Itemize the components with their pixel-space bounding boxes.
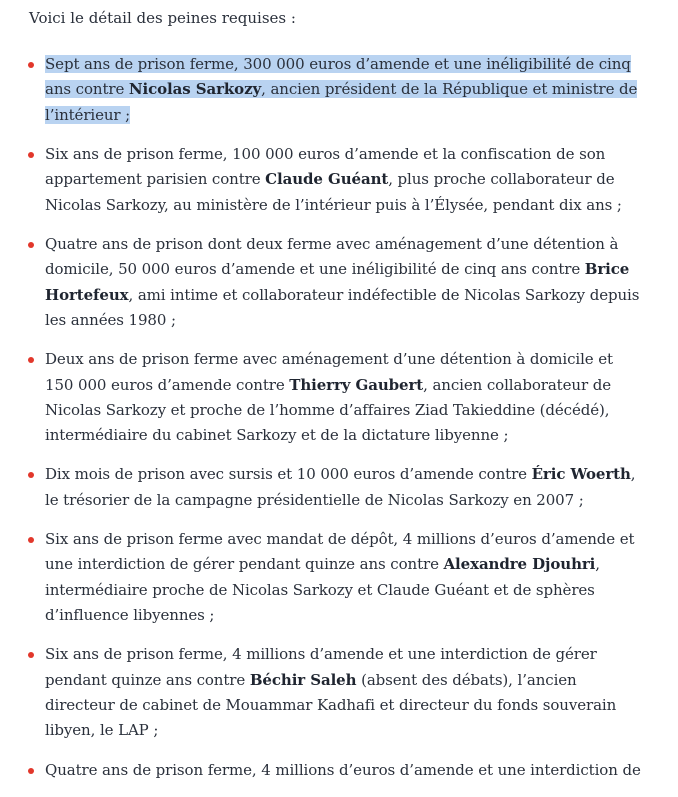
penalty-text: , plus proche collaborateur de Nicolas Sarkozy, au ministère de l’intérieur puis à l’Élysée, pendant dix ans ; (45, 170, 622, 214)
bullet-icon (28, 768, 34, 774)
defendant-name: Nicolas Sarkozy (128, 80, 262, 99)
list-item (0, 52, 645, 128)
list-item (0, 462, 645, 513)
intro-paragraph: Voici le détail des peines requises : (29, 9, 296, 27)
list-item (0, 142, 645, 218)
penalties-list (0, 52, 678, 797)
defendant-name: Thierry Gaubert (289, 375, 424, 394)
penalty-text: , ami intime et collaborateur indéfectible de Nicolas Sarkozy depuis les années 1980 ; (45, 285, 640, 330)
bullet-icon (28, 62, 34, 68)
penalty-text: , ancien président de la République et ministre de l’intérieur ; (45, 80, 638, 124)
penalty-text: Sept ans de prison ferme, 300 000 euros d’amende et une inéligibilité de cinq ans contre (45, 55, 631, 99)
bullet-icon (28, 357, 34, 363)
defendant-name: Brice Hortefeux (45, 260, 630, 304)
list-item (0, 758, 645, 783)
penalty-text: , ancien collaborateur de Nicolas Sarkozy et proche de l’homme d’affaires Ziad Takieddine (décédé), intermédiaire du cabinet Sarkozy et de la dictature libyenne ; (45, 375, 611, 445)
list-item (0, 642, 645, 744)
penalty-text: Quatre ans de prison dont deux ferme avec aménagement d’une détention à domicile, 50 000 euros d’amende et une inéligibilité de cinq ans contre (45, 234, 619, 279)
bullet-icon (28, 537, 34, 543)
penalty-text: , intermédiaire proche de Nicolas Sarkozy et Claude Guéant et de sphères d’influence libyennes ; (45, 555, 600, 625)
selected-text[interactable] (45, 55, 637, 124)
penalty-text: Six ans de prison ferme avec mandat de dépôt, 4 millions d’euros d’amende et une interdiction de gérer pendant quinze ans contre (45, 529, 635, 574)
penalty-text: Quatre ans de prison ferme, 4 millions d’euros d’amende et une interdiction de (45, 760, 641, 779)
penalty-text: Six ans de prison ferme, 100 000 euros d’amende et la confiscation de son appartement parisien contre (45, 144, 606, 189)
bullet-icon (28, 152, 34, 158)
penalty-text: (absent des débats), l’ancien directeur de cabinet de Mouammar Kadhafi et directeur du fonds souverain libyen, le LAP ; (45, 670, 617, 740)
defendant-name: Béchir Saleh (249, 670, 357, 689)
list-item (0, 347, 645, 449)
penalty-text: Dix mois de prison avec sursis et 10 000 euros d’amende contre (45, 465, 532, 484)
bullet-icon (28, 652, 34, 658)
defendant-name: Alexandre Djouhri (443, 555, 596, 574)
bullet-icon (28, 472, 34, 478)
defendant-name: Éric Woerth (531, 465, 631, 484)
defendant-name: Claude Guéant (265, 170, 389, 189)
penalty-text: Deux ans de prison ferme avec aménagement d’une détention à domicile et 150 000 euros d’amende contre (45, 350, 613, 394)
list-item (0, 232, 645, 334)
penalty-text: Six ans de prison ferme, 4 millions d’amende et une interdiction de gérer pendant quinze ans contre (45, 645, 597, 689)
bullet-icon (28, 242, 34, 248)
penalty-text: , le trésorier de la campagne présidentielle de Nicolas Sarkozy en 2007 ; (45, 465, 636, 509)
list-item (0, 527, 645, 629)
